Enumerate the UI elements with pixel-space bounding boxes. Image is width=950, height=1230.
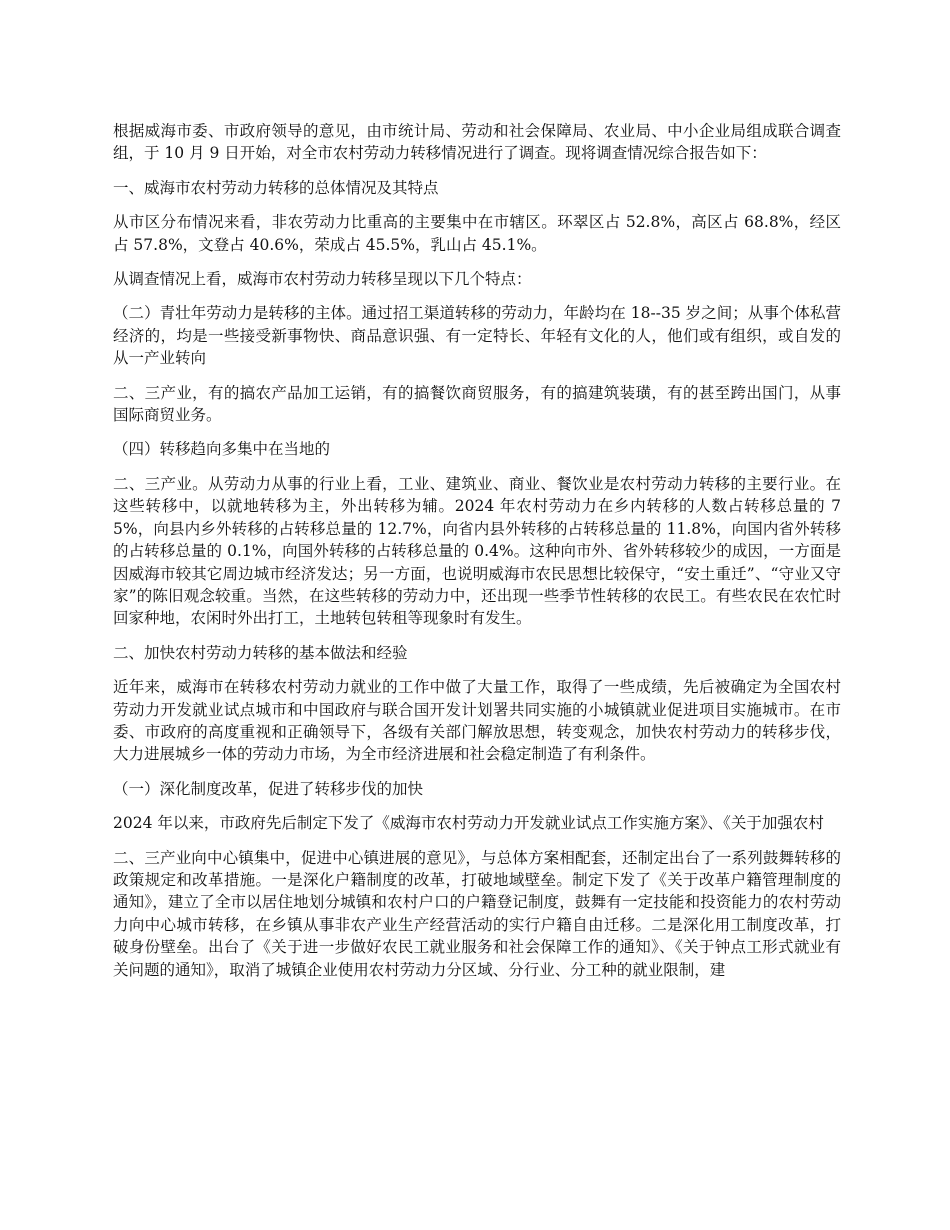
body-paragraph: 二、三产业，有的搞农产品加工运销，有的搞餐饮商贸服务，有的搞建筑装璜，有的甚至跨出国门，从事国际商贸业务。 bbox=[113, 383, 841, 425]
section-heading: 一、威海市农村劳动力转移的总体情况及其特点 bbox=[113, 178, 439, 197]
body-paragraph: 从市区分布情况来看，非农劳动力比重高的主要集中在市辖区。环翠区占 52.8%，高区占 68.8%，经区占 57.8%，文登占 40.6%，荣成占 45.5%，乳山占 45.1%。 bbox=[113, 213, 841, 254]
subsection-heading: （一）深化制度改革，促进了转移步伐的加快 bbox=[113, 779, 424, 798]
body-paragraph: 近年来，威海市在转移农村劳动力就业的工作中做了大量工作，取得了一些成绩，先后被确定为全国农村劳动力开发就业试点城市和中国政府与联合国开发计划署共同实施的小城镇就业促进项目实施城市。在市委、市政府的高度重视和正确领导下，各级有关部门解放思想，转变观念，加快农村劳动力的转移步伐，大力进展城乡一体的劳动力市场，为全市经济进展和社会稳定制造了有利条件。 bbox=[113, 678, 841, 764]
subsection-heading: （四）转移趋向多集中在当地的 bbox=[113, 440, 331, 459]
body-paragraph: 从调查情况上看，威海市农村劳动力转移呈现以下几个特点： bbox=[113, 270, 532, 289]
body-paragraph: （二）青壮年劳动力是转移的主体。通过招工渠道转移的劳动力，年龄均在 18--35 岁之间；从事个体私营经济的，均是一些接受新事物快、商品意识强、有一定特长、年轻有文化的人，他们或有组织，或自发的从一产业转向 bbox=[113, 304, 841, 368]
document-body bbox=[113, 120, 841, 993]
section-heading: 二、加快农村劳动力转移的基本做法和经验 bbox=[113, 643, 408, 662]
intro-paragraph: 根据威海市委、市政府领导的意见，由市统计局、劳动和社会保障局、农业局、中小企业局组成联合调查组，于 10 月 9 日开始，对全市农村劳动力转移情况进行了调查。现将调查情况综合报告如下： bbox=[113, 122, 841, 163]
body-paragraph: 二、三产业向中心镇集中，促进中心镇进展的意见》，与总体方案相配套，还制定出台了一系列鼓舞转移的政策规定和改革措施。一是深化户籍制度的改革，打破地域壁垒。制定下发了《关于改革户籍管理制度的通知》，建立了全市以居住地划分城镇和农村户口的户籍登记制度，鼓舞有一定技能和投资能力的农村劳动力向中心城市转移，在乡镇从事非农产业生产经营活动的实行户籍自由迁移。二是深化用工制度改革，打破身份壁垒。出台了《关于进一步做好农民工就业服务和社会保障工作的通知》、《关于钟点工形式就业有关问题的通知》，取消了城镇企业使用农村劳动力分区域、分行业、分工种的就业限制，建 bbox=[113, 848, 841, 979]
body-paragraph: 2024 年以来，市政府先后制定下发了《威海市农村劳动力开发就业试点工作实施方案》、《关于加强农村 bbox=[113, 814, 824, 833]
body-paragraph: 二、三产业。从劳动力从事的行业上看，工业、建筑业、商业、餐饮业是农村劳动力转移的主要行业。在这些转移中，以就地转移为主，外出转移为辅。2024 年农村劳动力在乡内转移的人数占转移总量的 75%，向县内乡外转移的占转移总量的 12.7%，向省内县外转移的占转移总量的 11.8%，向国内省外转移的占转移总量的 0.1%，向国外转移的占转移总量的 0.4%。这种向市外、省外转移较少的成因，一方面是因威海市较其它周边城市经济发达；另一方面，也说明威海市农民思想比较保守，“安土重迁”、“守业又守家”的陈旧观念较重。当然，在这些转移的劳动力中，还出现一些季节性转移的农民工。有些农民在农忙时回家种地，农闲时外出打工，土地转包转租等现象时有发生。 bbox=[113, 474, 841, 628]
